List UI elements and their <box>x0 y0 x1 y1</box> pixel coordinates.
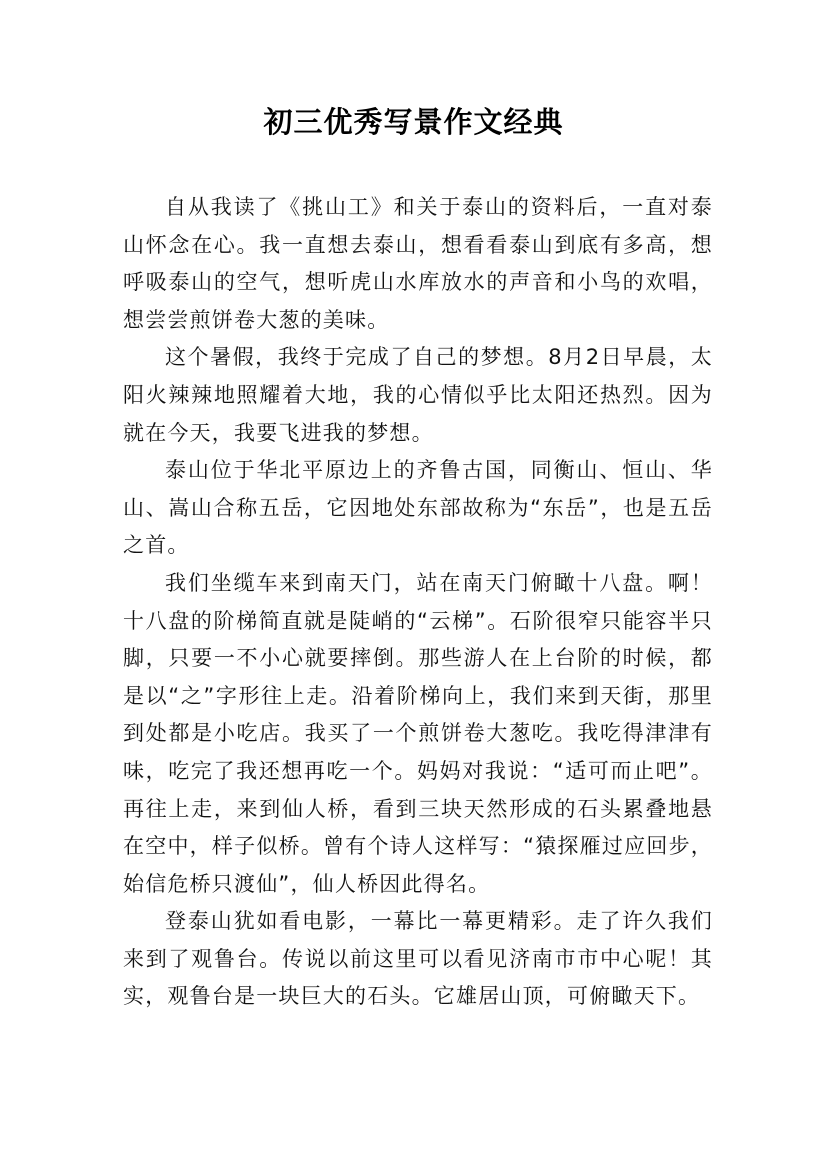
paragraph-1: 自从我读了《挑山工》和关于泰山的资料后，一直对泰山怀念在心。我一直想去泰山，想看看泰山到底有多高，想呼吸泰山的空气，想听虎山水库放水的声音和小鸟的欢唱，想尝尝煎饼卷大葱的美味。 <box>123 195 713 332</box>
paragraph-2: 这个暑假，我终于完成了自己的梦想。8月2日早晨，太阳火辣辣地照耀着大地，我的心情似乎比太阳还热烈。因为就在今天，我要飞进我的梦想。 <box>123 345 713 445</box>
document-title: 初三优秀写景作文经典 <box>263 105 564 139</box>
paragraph-3: 泰山位于华北平原边上的齐鲁古国，同衡山、恒山、华山、嵩山合称五岳，它因地处东部故称为“东岳”，也是五岳之首。 <box>123 458 713 558</box>
document-body <box>123 189 713 1016</box>
paragraph-5: 登泰山犹如看电影，一幕比一幕更精彩。走了许久我们来到了观鲁台。传说以前这里可以看见济南市市中心呢！其实，观鲁台是一块巨大的石头。它雄居山顶，可俯瞰天下。 <box>123 909 713 1009</box>
paragraph-4: 我们坐缆车来到南天门，站在南天门俯瞰十八盘。啊！十八盘的阶梯简直就是陡峭的“云梯”。石阶很窄只能容半只脚，只要一不小心就要摔倒。那些游人在上台阶的时候，都是以“之”字形往上走。沿着阶梯向上，我们来到天街，那里到处都是小吃店。我买了一个煎饼卷大葱吃。我吃得津津有味，吃完了我还想再吃一个。妈妈对我说：“适可而止吧”。再往上走，来到仙人桥，看到三块天然形成的石头累叠地悬在空中，样子似桥。曾有个诗人这样写：“猿探雁过应回步，始信危桥只渡仙”，仙人桥因此得名。 <box>123 570 713 896</box>
